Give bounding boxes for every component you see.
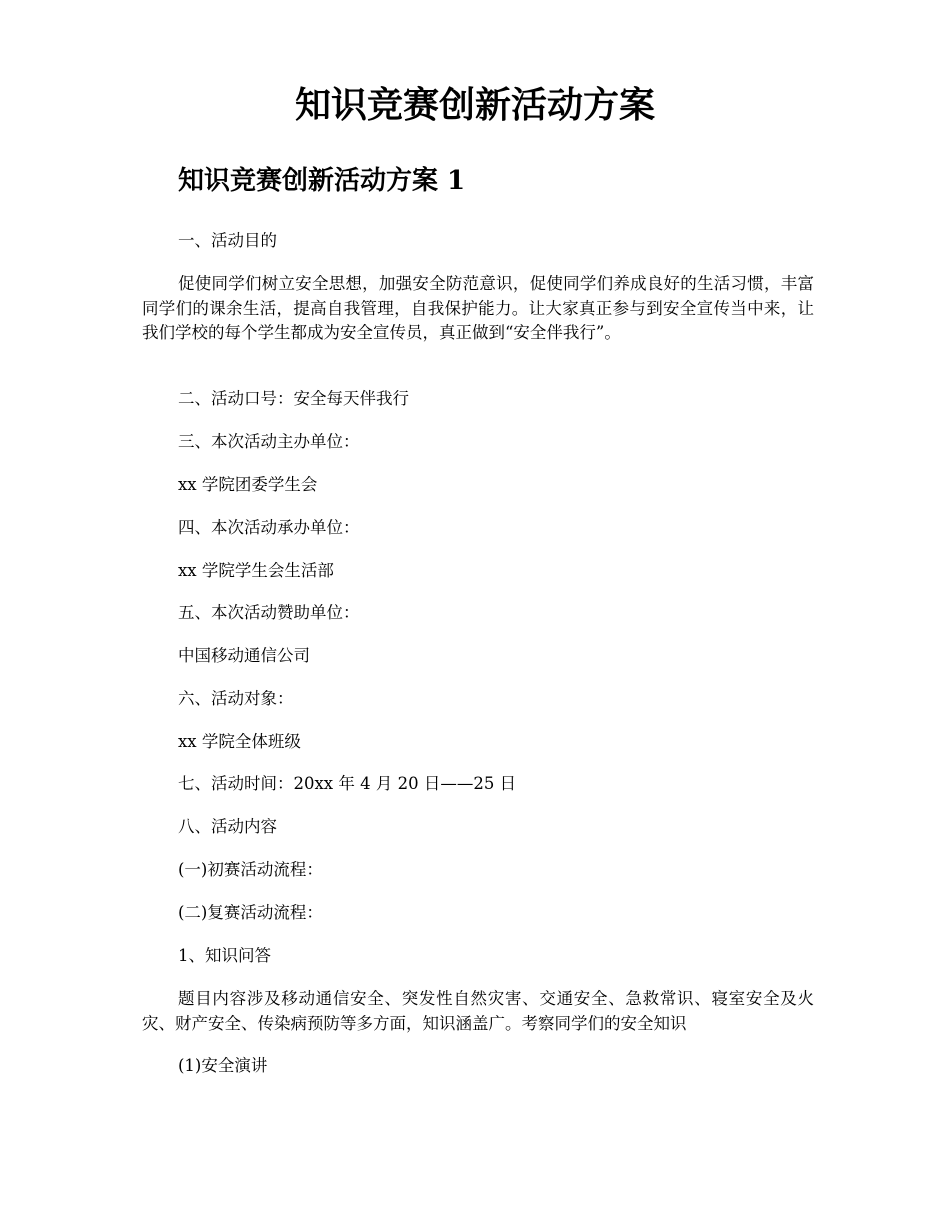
item-audience-heading: 六、活动对象：	[178, 689, 294, 708]
item-audience: xx 学院全体班级	[178, 732, 301, 751]
qa-description-paragraph: 题目内容涉及移动通信安全、突发性自然灾害、交通安全、急救常识、寝室安全及火灾、财产安全、传染病预防等多方面，知识涵盖广。考察同学们的安全知识	[142, 989, 814, 1033]
purpose-paragraph: 促使同学们树立安全思想，加强安全防范意识，促使同学们养成良好的生活习惯，丰富同学们的课余生活，提高自我管理，自我保护能力。让大家真正参与到安全宣传当中来，让我们学校的每个学生都成为安全宣传员，真正做到“安全伴我行”。	[142, 274, 814, 342]
item-undertaker: xx 学院学生会生活部	[178, 561, 334, 580]
item-knowledge-qa: 1、知识问答	[178, 946, 271, 965]
item-time: 七、活动时间：20xx 年 4 月 20 日——25 日	[178, 774, 517, 793]
section-heading: 知识竞赛创新活动方案 1	[178, 166, 466, 196]
item-safety-speech: (1)安全演讲	[178, 1056, 268, 1075]
item-organizer: xx 学院团委学生会	[178, 475, 318, 494]
item-sponsor-heading: 五、本次活动赞助单位：	[178, 603, 360, 622]
item-purpose-heading: 一、活动目的	[178, 231, 277, 250]
item-second-round-flow: (二)复赛活动流程：	[178, 903, 323, 922]
item-organizer-heading: 三、本次活动主办单位：	[178, 432, 360, 451]
item-sponsor: 中国移动通信公司	[178, 646, 310, 665]
item-preliminary-flow: (一)初赛活动流程：	[178, 860, 323, 879]
item-undertaker-heading: 四、本次活动承办单位：	[178, 518, 360, 537]
item-content-heading: 八、活动内容	[178, 817, 277, 836]
item-slogan: 二、活动口号：安全每天伴我行	[178, 389, 409, 408]
document-title: 知识竞赛创新活动方案	[294, 84, 655, 126]
